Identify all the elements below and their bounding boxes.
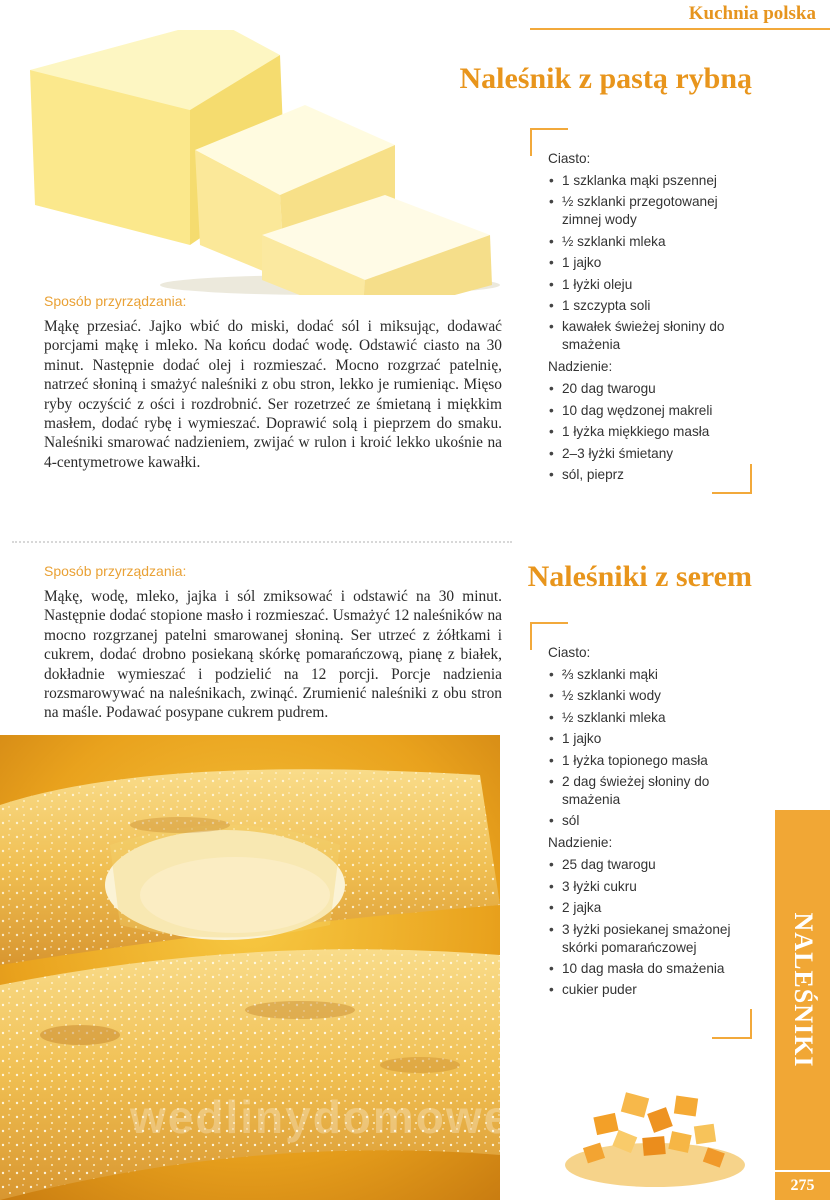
- recipe-2-title: Naleśniki z serem: [527, 560, 752, 593]
- candied-peel-photo: [555, 1055, 755, 1195]
- chapter-side-tab: [775, 810, 830, 1170]
- recipe-2-method: [44, 563, 502, 723]
- ingredient-item: • cukier puder: [548, 981, 742, 999]
- filling-list: [548, 380, 742, 484]
- dough-list: [548, 172, 742, 354]
- ingredient-item: • 1 łyżki oleju: [548, 276, 742, 294]
- chapter-tab-label: NALEŚNIKI: [788, 912, 818, 1068]
- ingredient-item: • ½ szklanki mleka: [548, 233, 742, 251]
- ingredient-item: • kawałek świeżej słoniny do smażenia: [548, 318, 742, 354]
- ingredient-item: • 10 dag masła do smażenia: [548, 960, 742, 978]
- method-text: Mąkę, wodę, mleko, jajka i sól zmiksować i odstawić na 30 minut. Następnie dodać stopione masło i rozmieszać. Usmażyć 12 naleśników na mocno rozgrzanej patelni smarowanej słoniną. Ser utrzeć z żółtkami i cukrem, dodać drobno posiekaną skórkę pomarańczową, pianę z białek, dokładnie wymieszać i podzielić na 12 porcji. Porcje nadzienia rozsmarowywać na naleśnikach, zwinąć. Zrumienić naleśniki z obu stron na maśle. Podawać posypane cukrem pudrem.: [44, 588, 502, 722]
- method-label: Sposób przyrządzania:: [44, 293, 187, 309]
- ingredient-item: • ½ szklanki mleka: [548, 709, 742, 727]
- ingredient-item: • 1 jajko: [548, 254, 742, 272]
- dough-list: [548, 666, 742, 830]
- page-number: 275: [775, 1170, 830, 1200]
- recipe-1-title: Naleśnik z pastą rybną: [459, 62, 752, 95]
- ingredient-item: • 2–3 łyżki śmietany: [548, 445, 742, 463]
- ingredient-item: • 10 dag wędzonej makreli: [548, 402, 742, 420]
- ingredient-item: • 2 jajka: [548, 899, 742, 917]
- ingredient-item: • sól, pieprz: [548, 466, 742, 484]
- recipe-1-ingredients: [530, 128, 752, 494]
- method-label: Sposób przyrządzania:: [44, 563, 187, 579]
- filling-heading: Nadzienie:: [548, 359, 613, 375]
- filling-list: [548, 856, 742, 999]
- ingredient-item: • 3 łyżki posiekanej smażonej skórki pomarańczowej: [548, 921, 742, 957]
- section-title: Kuchnia polska: [688, 3, 816, 24]
- watermark: wedlinydomowe.pl: [130, 1091, 571, 1143]
- ingredient-item: • 3 łyżki cukru: [548, 878, 742, 896]
- ingredient-item: • 1 szklanka mąki pszennej: [548, 172, 742, 190]
- ingredient-item: • 20 dag twarogu: [548, 380, 742, 398]
- ingredient-item: • 25 dag twarogu: [548, 856, 742, 874]
- box-corner-decoration: [712, 1009, 752, 1039]
- ingredient-item: • 1 łyżka topionego masła: [548, 752, 742, 770]
- ingredient-item: • sól: [548, 812, 742, 830]
- ingredient-item: • 1 jajko: [548, 730, 742, 748]
- section-divider: [12, 541, 512, 543]
- recipe-2-ingredients: [530, 622, 752, 1039]
- ingredient-item: • 1 łyżka miękkiego masła: [548, 423, 742, 441]
- ingredient-item: • ½ szklanki przegotowanej zimnej wody: [548, 193, 742, 229]
- ingredient-item: • ½ szklanki wody: [548, 687, 742, 705]
- dough-heading: Ciasto:: [548, 151, 591, 166]
- section-header: [530, 0, 830, 30]
- ingredient-item: • ⅔ szklanki mąki: [548, 666, 742, 684]
- recipe-1-method: [44, 293, 502, 472]
- dough-heading: Ciasto:: [548, 645, 591, 660]
- method-text: Mąkę przesiać. Jajko wbić do miski, dodać sól i miksując, dodawać porcjami mąkę i mleko. Na końcu dodać wodę. Odstawić ciasto na 30 minut. Następnie dodać olej i rozmieszać. Mocno rozgrzać patelnię, natrzeć słoniną i smażyć naleśniki z obu stron, lekko je rumieniąc. Mięso ryby oczyścić z ości i rozdrobnić. Ser rozetrzeć ze śmietaną i miękkim masłem, dodać rybę i wymieszać. Doprawić solą i pieprzem do smaku. Naleśniki smarować nadzieniem, zwijać w rulon i kroić lekko ukośnie na 4-centymetrowe kawałki.: [44, 318, 502, 471]
- butter-photo: [0, 30, 520, 295]
- filling-heading: Nadzienie:: [548, 835, 613, 851]
- ingredient-item: • 1 szczypta soli: [548, 297, 742, 315]
- ingredient-item: • 2 dag świeżej słoniny do smażenia: [548, 773, 742, 809]
